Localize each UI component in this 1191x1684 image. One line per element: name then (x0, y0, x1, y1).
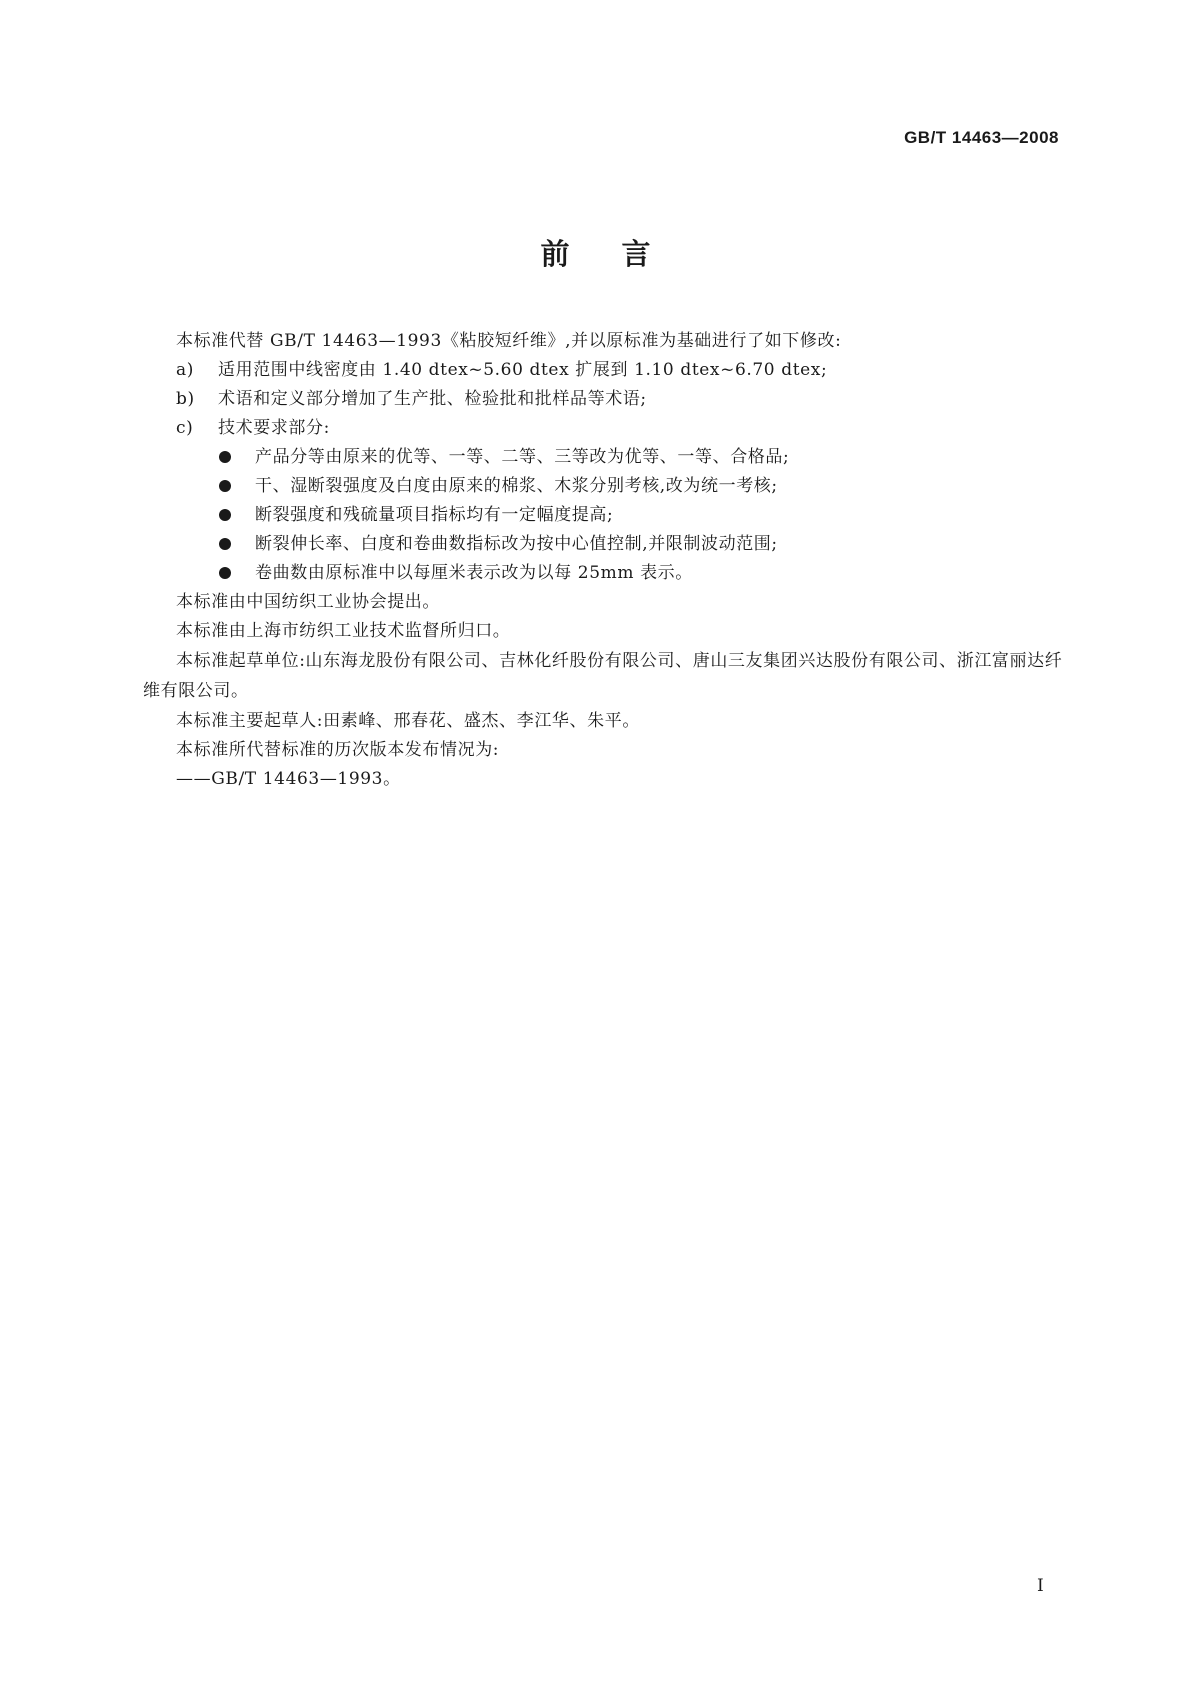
bullet-icon (219, 509, 231, 521)
change-item-a (143, 356, 1063, 384)
bullet-text: 断裂强度和残硫量项目指标均有一定幅度提高; (255, 505, 614, 525)
list-item (219, 530, 1063, 558)
change-text: 技术要求部分: (218, 418, 330, 438)
list-item (219, 443, 1063, 471)
change-label: b) (176, 389, 195, 409)
bullet-text: 断裂伸长率、白度和卷曲数指标改为按中心值控制,并限制波动范围; (255, 534, 778, 554)
bullet-text: 产品分等由原来的优等、一等、二等、三等改为优等、一等、合格品; (255, 447, 790, 467)
change-text: 术语和定义部分增加了生产批、检验批和批样品等术语; (218, 389, 647, 409)
change-item-c (143, 414, 1063, 442)
bullet-icon (219, 538, 231, 550)
list-item (219, 472, 1063, 500)
history-intro-paragraph: 本标准所代替标准的历次版本发布情况为: (176, 740, 500, 760)
change-label: c) (176, 418, 194, 438)
change-text: 适用范围中线密度由 1.40 dtex~5.60 dtex 扩展到 1.10 dtex~6.70 dtex; (218, 360, 828, 380)
list-item (219, 559, 1063, 587)
bullet-text: 卷曲数由原标准中以每厘米表示改为以每 25mm 表示。 (255, 563, 693, 583)
intro-paragraph: 本标准代替 GB/T 14463—1993《粘胶短纤维》,并以原标准为基础进行了如下修改: (176, 331, 842, 351)
list-item (219, 501, 1063, 529)
change-item-b (143, 385, 1063, 413)
standard-code: GB/T 14463—2008 (904, 128, 1059, 147)
bullet-icon (219, 567, 231, 579)
drafters-paragraph: 本标准主要起草人:田素峰、邢春花、盛杰、李江华、朱平。 (176, 711, 640, 731)
foreword-body (143, 327, 1063, 794)
drafting-units-paragraph: 本标准起草单位:山东海龙股份有限公司、吉林化纤股份有限公司、唐山三友集团兴达股份有限公司、浙江富丽达纤维有限公司。 (143, 651, 1063, 701)
page-number: I (1037, 1576, 1044, 1596)
bullet-icon (219, 451, 231, 463)
change-label: a) (176, 360, 194, 380)
proposer-paragraph: 本标准由中国纺织工业协会提出。 (176, 592, 440, 612)
centralizer-paragraph: 本标准由上海市纺织工业技术监督所归口。 (176, 621, 511, 641)
page-title: 前言 (540, 237, 703, 271)
bullet-icon (219, 480, 231, 492)
bullet-text: 干、湿断裂强度及白度由原来的棉浆、木浆分别考核,改为统一考核; (255, 476, 778, 496)
history-item: ——GB/T 14463—1993。 (176, 769, 401, 789)
technical-requirements-list (143, 443, 1063, 587)
